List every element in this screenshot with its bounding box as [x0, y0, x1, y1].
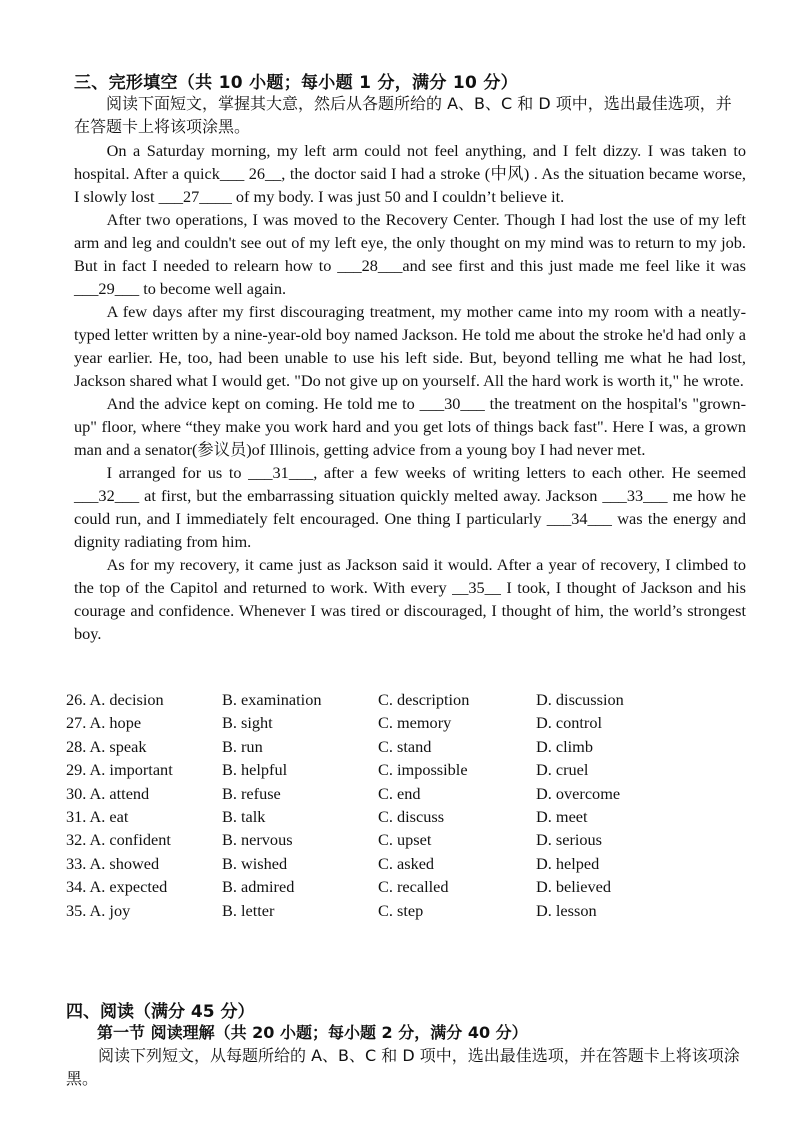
option-c: C. memory — [378, 713, 452, 733]
option-d: D. believed — [536, 877, 612, 897]
option-c: C. upset — [378, 830, 432, 850]
option-a: 30. A. attend — [66, 783, 150, 803]
passage-paragraph: On a Saturday morning, my left arm could not feel anything, and I felt dizzy. I was taken to hospital. After a quick___ 26__, the doctor said I had a stroke (中风) . As the situation became worse, I slowly lost ___27____ of my body. I was just 50 and I couldn’t believe it. — [74, 141, 746, 206]
passage-paragraph: After two operations, I was moved to the Recovery Center. Though I had lost the use of my left arm and leg and couldn't see out of my left eye, the only thought on my mind was to return to my job. But in fact I needed to relearn how to ___28___and see first and this just made me feel like it was ___29___ to become well again. — [74, 210, 746, 298]
question-options-35 — [66, 901, 706, 924]
option-d: D. climb — [536, 736, 593, 756]
question-options-28 — [66, 737, 706, 760]
option-b: B. wished — [222, 853, 288, 873]
option-b: B. run — [222, 736, 263, 756]
option-c: C. asked — [378, 853, 435, 873]
option-d: D. meet — [536, 806, 588, 826]
passage-paragraph: I arranged for us to ___31___, after a few weeks of writing letters to each other. He seemed ___32___ at first, but the embarrassing situation quickly melted away. Jackson ___33___ me how he could run, and I immediately felt encouraged. One thing I particularly ___34___ was the energy and dignity radiating from him. — [74, 463, 746, 551]
option-b: B. admired — [222, 877, 295, 897]
question-options-33 — [66, 854, 706, 877]
option-d: D. control — [536, 713, 603, 733]
option-a: 32. A. confident — [66, 830, 171, 850]
option-b: B. sight — [222, 713, 273, 733]
section-4-subtitle: 第一节 阅读理解（共 20 小题；每小题 2 分，满分 40 分） — [97, 1023, 528, 1042]
option-d: D. discussion — [536, 690, 624, 709]
section-4-instructions: 阅读下列短文，从每题所给的 A、B、C 和 D 项中，选出最佳选项，并在答题卡上将该项涂黑。 — [66, 1046, 740, 1088]
cloze-passage — [74, 139, 746, 645]
section-3-title: 三、完形填空（共 10 小题；每小题 1 分，满分 10 分） — [74, 73, 518, 93]
option-c: C. discuss — [378, 806, 445, 826]
question-options-31 — [66, 807, 706, 830]
option-b: B. nervous — [222, 830, 293, 850]
option-a: 33. A. showed — [66, 853, 160, 873]
option-a: 31. A. eat — [66, 806, 129, 826]
passage-paragraph: A few days after my first discouraging treatment, my mother came into my room with a neatly-typed letter written by a nine-year-old boy named Jackson. He told me about the stroke he'd had only a year earlier. He, too, had been unable to use his left side. But, beyond telling me what he had lost, Jackson shared what I would get. "Do not give up on yourself. All the hard work is worth it," he wrote. — [74, 302, 746, 390]
option-a: 27. A. hope — [66, 713, 142, 733]
option-d: D. helped — [536, 853, 600, 873]
question-options-30 — [66, 784, 706, 807]
option-d: D. serious — [536, 830, 603, 850]
section-3-instructions: 阅读下面短文，掌握其大意，然后从各题所给的 A、B、C 和 D 项中，选出最佳选项，并在答题卡上将该项涂黑。 — [74, 94, 732, 136]
option-d: D. lesson — [536, 900, 597, 920]
question-options-32 — [66, 830, 706, 853]
option-a: 29. A. important — [66, 760, 173, 780]
option-b: B. helpful — [222, 760, 288, 780]
option-c: C. step — [378, 900, 424, 920]
option-c: C. recalled — [378, 877, 449, 897]
question-options-27 — [66, 713, 706, 736]
question-options-26 — [66, 690, 706, 713]
section-4-title: 四、阅读（满分 45 分） — [66, 1002, 255, 1022]
option-a: 35. A. joy — [66, 900, 131, 920]
question-options-34 — [66, 877, 706, 900]
option-d: D. cruel — [536, 760, 589, 780]
option-a: 28. A. speak — [66, 736, 147, 756]
passage-paragraph: As for my recovery, it came just as Jackson said it would. After a year of recovery, I climbed to the top of the Capitol and returned to work. With every __35__ I took, I thought of Jackson and his courage and confidence. Whenever I was tired or discouraged, I thought of him, the world’s strongest boy. — [74, 555, 746, 643]
option-b: B. letter — [222, 900, 275, 920]
answer-options — [66, 690, 706, 924]
option-c: C. end — [378, 783, 421, 803]
option-a: 26. A. decision — [66, 690, 164, 709]
question-options-29 — [66, 760, 706, 783]
option-a: 34. A. expected — [66, 877, 168, 897]
option-c: C. impossible — [378, 760, 468, 780]
option-c: C. description — [378, 690, 470, 709]
passage-paragraph: And the advice kept on coming. He told me to ___30___ the treatment on the hospital's "grown-up" floor, where “they make you work hard and you get lots of things back fast". Here I was, a grown man and a senator(参议员)of Illinois, getting advice from a young boy I had never met. — [74, 394, 746, 459]
option-c: C. stand — [378, 736, 432, 756]
option-b: B. talk — [222, 806, 266, 826]
option-d: D. overcome — [536, 783, 621, 803]
option-b: B. examination — [222, 690, 322, 709]
option-b: B. refuse — [222, 783, 281, 803]
